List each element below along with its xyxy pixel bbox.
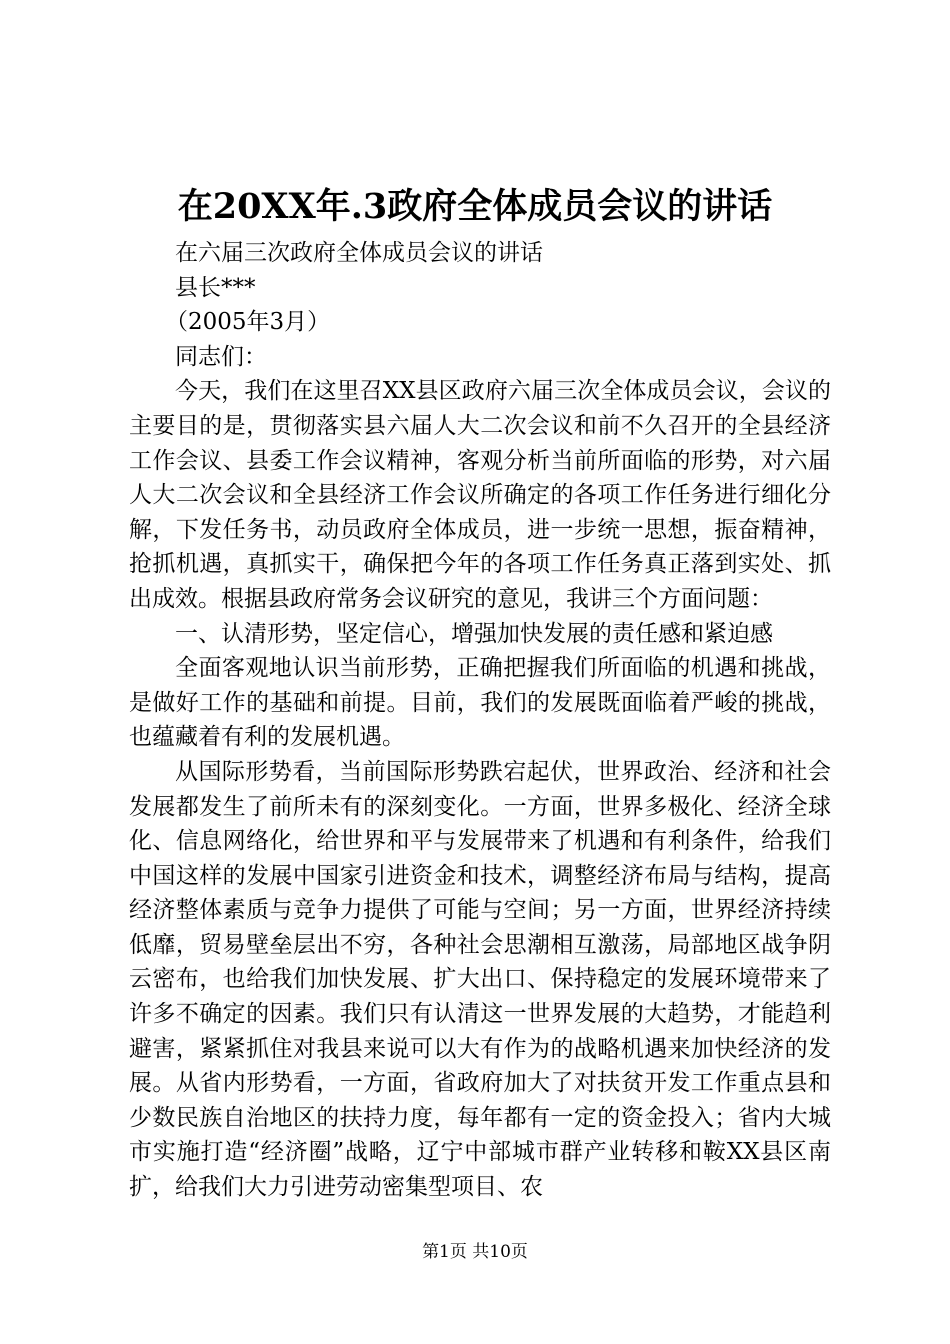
date-line: （2005年3月） xyxy=(165,309,331,336)
subtitle-line: 在六届三次政府全体成员会议的讲话 xyxy=(175,240,543,266)
section-heading-1: 一、认清形势，坚定信心，增强加快发展的责任感和紧迫感 xyxy=(175,620,773,647)
paragraph-opening: 今天，我们在这里召XX县区政府六届三次全体成员会议，会议的主要目的是，贯彻落实县六届人大二次会议和前不久召开的全县经济工作会议、县委工作会议精神，客观分析当前所面临的形势，对六届人大二次会议和全县经济工作会议所确定的各项工作任务进行细化分解，下发任务书，动员政府全体成员，进一步统一思想，振奋精神，抢抓机遇，真抓实干，确保把今年的各项工作任务真正落到实处、抓出成效。根据县政府常务会议研究的意见，我讲三个方面问题： xyxy=(129,378,831,612)
greeting-line: 同志们： xyxy=(175,343,267,370)
speaker-line: 县长*** xyxy=(175,274,256,301)
paragraph-international: 从国际形势看，当前国际形势跌宕起伏，世界政治、经济和社会发展都发生了前所未有的深刻变化。一方面，世界多极化、经济全球化、信息网络化，给世界和平与发展带来了机遇和有利条件，给我们中国这样的发展中国家引进资金和技术，调整经济布局与结构，提高经济整体素质与竞争力提供了可能与空间；另一方面，世界经济持续低靡，贸易壁垒层出不穷，各种社会思潮相互激荡，局部地区战争阴云密布，也给我们加快发展、扩大出口、保持稳定的发展环境带来了许多不确定的因素。我们只有认清这一世界发展的大趋势，才能趋利避害，紧紧抓住对我县来说可以大有作为的战略机遇来加快经济的发展。从省内形势看，一方面，省政府加大了对扶贫开发工作重点县和少数民族自治地区的扶持力度，每年都有一定的资金投入；省内大城市实施打造“经济圈”战略，辽宁中部城市群产业转移和鞍XX县区南扩，给我们大力引进劳动密集型项目、农 xyxy=(129,758,831,1201)
document-body xyxy=(129,236,831,1205)
paragraph-situation: 全面客观地认识当前形势，正确把握我们所面临的机遇和挑战，是做好工作的基础和前提。目前，我们的发展既面临着严峻的挑战，也蕴藏着有利的发展机遇。 xyxy=(129,655,831,751)
document-title: 在20XX年.3政府全体成员会议的讲话 xyxy=(177,186,773,227)
page-footer: 第1页 共10页 xyxy=(422,1242,528,1262)
